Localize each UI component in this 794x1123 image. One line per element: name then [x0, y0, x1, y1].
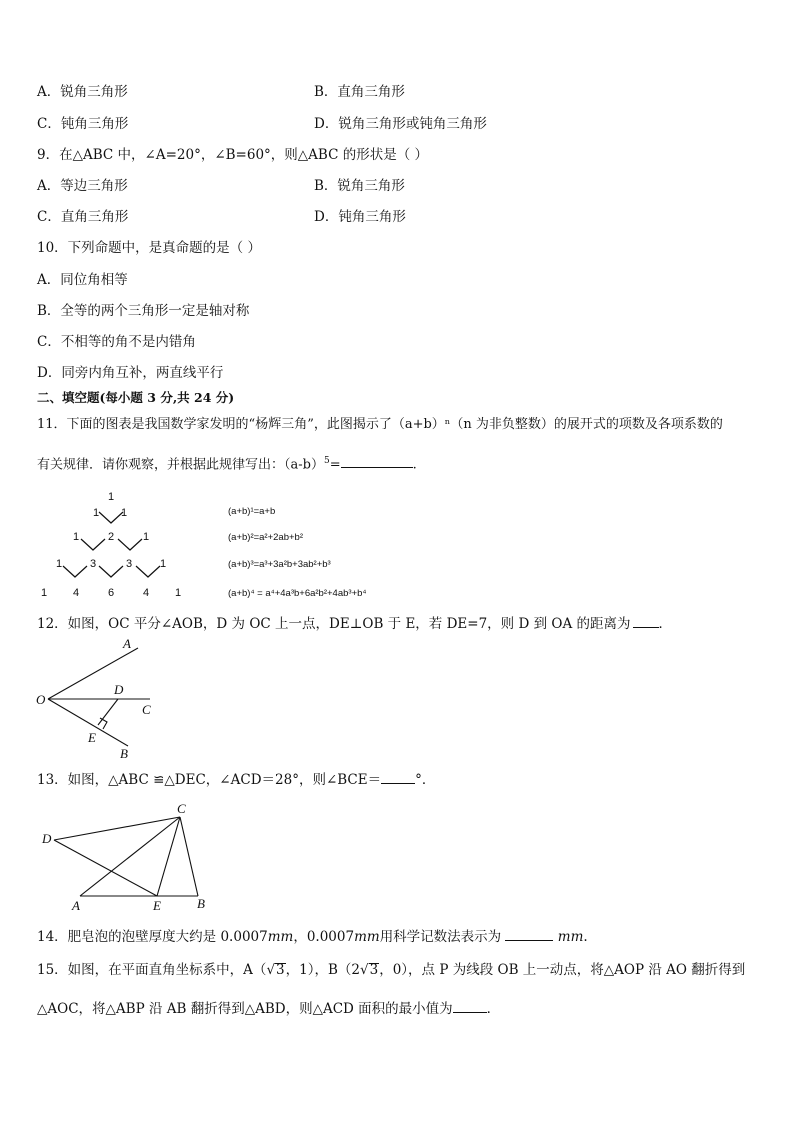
section-title: 二、填空题(每小题 3 分,共 24 分)	[37, 390, 235, 405]
tri-r1-1: 1	[120, 507, 128, 519]
q10-option-b: B．全等的两个三角形一定是轴对称	[37, 303, 250, 319]
q14-text	[37, 926, 588, 946]
tri-r0-0: 1	[107, 491, 115, 503]
tri-r4-2: 6	[107, 587, 115, 599]
q10-option-c: C．不相等的角不是内错角	[37, 334, 196, 350]
q12-stem: 12．如图，OC 平分∠AOB，D 为 OC 上一点，DE⊥OB 于 E，若 DE=7，则 D 到 OA 的距离为	[37, 616, 631, 632]
triangle-numbers	[41, 491, 181, 599]
q12-lines	[48, 648, 150, 746]
label-e: E	[153, 898, 161, 913]
q14-post: .	[583, 929, 588, 945]
expansion-3: (a+b)³=a³+3a²b+3ab²+b³	[228, 559, 331, 570]
yanghui-figure	[30, 486, 410, 604]
q14-pre: 14．肥皂泡的泡壁厚度大约是 0.0007	[37, 929, 268, 945]
label-d: D	[42, 831, 52, 846]
q9-option-c: C．直角三角形	[37, 209, 129, 225]
q12-figure	[30, 636, 170, 764]
expansion-formulas	[228, 506, 366, 599]
q10-option-a: A．同位角相等	[37, 272, 128, 288]
q11-line2: 有关规律．请你观察，并根据此规律写出：$(a-b)^5=$ .	[37, 452, 417, 474]
label-b: B	[120, 746, 128, 761]
label-a: A	[123, 636, 131, 651]
triangle-connectors	[63, 512, 160, 577]
q12-answer-blank[interactable]	[633, 613, 659, 628]
q14-mid: ，0.0007	[293, 929, 355, 945]
tri-r2-0: 1	[72, 531, 80, 543]
tri-r3-1: 3	[89, 558, 97, 570]
tri-r3-0: 1	[55, 558, 63, 570]
q14-answer-blank[interactable]	[505, 926, 553, 941]
q14-unit-3: mm	[557, 929, 584, 945]
tri-r3-3: 1	[159, 558, 167, 570]
tri-r3-2: 3	[125, 558, 133, 570]
label-a: A	[72, 898, 80, 913]
q13-figure	[30, 798, 220, 913]
q9-option-a: A．等边三角形	[37, 178, 128, 194]
q15-line1-a: 15．如图，在平面直角坐标系中，A（	[37, 962, 267, 978]
tri-r2-1: 2	[107, 531, 115, 543]
q15-answer-blank[interactable]	[453, 998, 487, 1013]
tri-r1-0: 1	[92, 507, 100, 519]
q8-option-d: D．锐角三角形或钝角三角形	[314, 116, 487, 132]
label-c: C	[177, 801, 186, 816]
q14-mid2: 用科学记数法表示为	[379, 929, 502, 945]
q11-exponent: 5	[323, 456, 330, 466]
q13-stem-end: °．	[415, 772, 436, 788]
tri-r2-2: 1	[142, 531, 150, 543]
tri-r4-3: 4	[142, 587, 150, 599]
q10-stem: 10．下列命题中，是真命题的是（ ）	[37, 240, 261, 256]
q9-option-b: B．锐角三角形	[314, 178, 405, 194]
q9-option-d: D．钝角三角形	[314, 209, 406, 225]
label-b: B	[197, 896, 205, 911]
q15-sqrt-a: 3	[276, 962, 285, 978]
expansion-4: (a+b)⁴ = a⁴+4a³b+6a²b²+4ab³+b⁴	[228, 588, 367, 599]
q13-stem: 13．如图，△ABC ≌△DEC，∠ACD＝28°，则∠BCE＝	[37, 772, 382, 788]
q13-answer-blank[interactable]	[381, 769, 415, 784]
q13-text	[37, 769, 435, 789]
q8-option-c: C．钝角三角形	[37, 116, 129, 132]
label-e: E	[88, 730, 96, 745]
q15-line2-post: ．	[486, 1001, 501, 1017]
q11-line2-pre: 有关规律．请你观察，并根据此规律写出：（a-b）	[37, 457, 324, 473]
q8-option-b: B．直角三角形	[314, 84, 405, 100]
tri-r4-1: 4	[72, 587, 80, 599]
q9-stem: 9．在△ABC 中，∠A=20°，∠B=60°，则△ABC 的形状是（ ）	[37, 147, 428, 163]
q15-line1-c: ，0），点 P 为线段 OB 上一动点，将△AOP 沿 AO 翻折得到	[379, 962, 746, 978]
expansion-2: (a+b)²=a²+2ab+b²	[228, 532, 303, 543]
q13-lines	[54, 817, 198, 896]
tri-r4-0: 1	[40, 587, 48, 599]
q11-line2-post: =	[329, 457, 341, 473]
q15-line2-text: △AOC，将△ABP 沿 AB 翻折得到△ABD，则△ACD 面积的最小值为	[37, 1001, 453, 1017]
q14-unit-2: mm	[354, 929, 380, 945]
q11-answer-blank[interactable]	[341, 453, 413, 468]
q11-line1: 11．下面的图表是我国数学家发明的“杨辉三角”，此图揭示了（a+b）ⁿ（n 为非负整数）的展开式的项数及各项系数的	[37, 417, 723, 432]
q10-option-d: D．同旁内角互补，两直线平行	[37, 365, 224, 381]
tri-r4-4: 1	[174, 587, 182, 599]
expansion-1: (a+b)¹=a+b	[228, 506, 276, 517]
label-d: D	[114, 682, 124, 697]
q8-option-a: A．锐角三角形	[37, 84, 128, 100]
q15-line1: 15．如图，在平面直角坐标系中，A（√3，1），B（2√3，0），点 P 为线段 OB 上一动点，将△AOP 沿 AO 翻折得到	[37, 962, 746, 978]
q15-line2	[37, 998, 500, 1018]
label-o: O	[36, 692, 46, 707]
q14-unit-1: mm	[267, 929, 294, 945]
q15-sqrt-b: 3	[369, 962, 379, 978]
q15-line1-b: ，1），B（2	[285, 962, 360, 978]
q12-text: 12．如图，OC 平分∠AOB，D 为 OC 上一点，DE⊥OB 于 E，若 DE=7，则 D 到 OA 的距离为 ．	[37, 613, 672, 633]
label-c: C	[142, 702, 151, 717]
